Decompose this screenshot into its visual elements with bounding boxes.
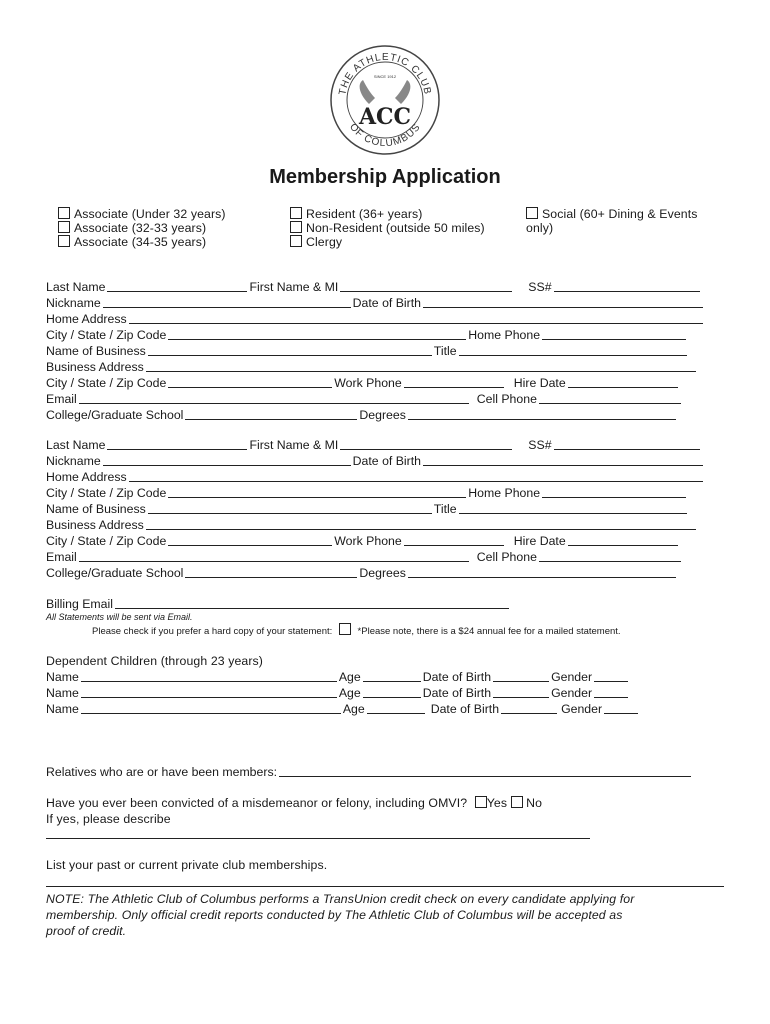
- last-name-field[interactable]: [107, 281, 247, 292]
- checkbox-associate-32-33[interactable]: [58, 221, 70, 233]
- dependents-heading: Dependent Children (through 23 years): [46, 654, 263, 668]
- business-address-field-2[interactable]: [146, 519, 696, 530]
- dep-age-field-1[interactable]: [363, 671, 421, 682]
- wings-icon: [360, 80, 411, 104]
- label-last-name-2: Last Name: [46, 438, 106, 452]
- club-logo: [329, 44, 441, 156]
- cell-phone-field[interactable]: [539, 393, 681, 404]
- hard-copy-label: Please check if you prefer a hard copy of your statement:: [92, 626, 333, 637]
- label-dep-dob-1: Date of Birth: [422, 670, 492, 684]
- first-name-field[interactable]: [340, 281, 512, 292]
- label-dep-gender-3: Gender: [561, 702, 603, 716]
- dep-age-field-2[interactable]: [363, 687, 421, 698]
- label-business-name-2: Name of Business: [46, 502, 146, 516]
- label-dep-dob-3: Date of Birth: [430, 702, 500, 716]
- membership-col1: [58, 207, 226, 249]
- label-cell-phone-2: Cell Phone: [476, 550, 537, 564]
- dep-gender-field-2[interactable]: [594, 687, 628, 698]
- conviction-describe-field[interactable]: [46, 838, 590, 839]
- conviction-describe: If yes, please describe: [46, 812, 171, 826]
- dep-dob-field-3[interactable]: [501, 703, 557, 714]
- label-social-cont: only): [526, 221, 554, 235]
- ss-field[interactable]: [554, 281, 700, 292]
- label-nickname-2: Nickname: [46, 454, 101, 468]
- label-associate-34-35: Associate (34-35 years): [74, 235, 207, 249]
- label-email-2: Email: [46, 550, 77, 564]
- business-city-field[interactable]: [168, 377, 332, 388]
- label-dep-gender-2: Gender: [551, 686, 593, 700]
- clubs-label: List your past or current private club memberships.: [46, 858, 328, 872]
- email-field[interactable]: [79, 393, 469, 404]
- title-field[interactable]: [459, 345, 687, 356]
- college-field[interactable]: [185, 409, 357, 420]
- college-field-2[interactable]: [185, 567, 357, 578]
- checkbox-clergy[interactable]: [290, 235, 302, 247]
- label-nickname: Nickname: [46, 296, 101, 310]
- checkbox-associate-34-35[interactable]: [58, 235, 70, 247]
- label-degrees-2: Degrees: [359, 566, 406, 580]
- label-email: Email: [46, 392, 77, 406]
- home-address-field[interactable]: [129, 313, 703, 324]
- logo-bottom-text: OF COLUMBUS: [346, 121, 424, 150]
- hire-date-field-2[interactable]: [568, 535, 678, 546]
- label-college: College/Graduate School: [46, 408, 184, 422]
- city-state-zip-field-2[interactable]: [168, 487, 466, 498]
- label-business-address: Business Address: [46, 360, 144, 374]
- business-city-field-2[interactable]: [168, 535, 332, 546]
- page-title: Membership Application: [269, 166, 501, 188]
- logo-top-text: THE ATHLETIC CLUB: [337, 51, 433, 97]
- conviction-no-label: No: [526, 796, 543, 810]
- label-dep-age-2: Age: [338, 686, 361, 700]
- label-city-state-zip-2: City / State / Zip Code: [46, 376, 167, 390]
- membership-col2: [290, 207, 485, 249]
- label-city-state-zip-3: City / State / Zip Code: [46, 486, 167, 500]
- label-dep-gender-1: Gender: [551, 670, 593, 684]
- hard-copy-checkbox[interactable]: [339, 623, 351, 635]
- dep-name-field-1[interactable]: [81, 671, 337, 682]
- label-work-phone: Work Phone: [334, 376, 402, 390]
- checkbox-resident[interactable]: [290, 207, 302, 219]
- dep-name-field-2[interactable]: [81, 687, 337, 698]
- cell-phone-field-2[interactable]: [539, 551, 681, 562]
- conviction-question: Have you ever been convicted of a misdemeanor or felony, including OMVI?: [46, 796, 468, 810]
- label-dep-name-2: Name: [46, 686, 79, 700]
- clubs-field[interactable]: [46, 886, 724, 887]
- label-home-phone-2: Home Phone: [468, 486, 541, 500]
- checkbox-associate-under32[interactable]: [58, 207, 70, 219]
- logo-since: SINCE 1912: [373, 74, 397, 79]
- fee-note: *Please note, there is a $24 annual fee for a mailed statement.: [357, 626, 621, 637]
- label-business-address-2: Business Address: [46, 518, 144, 532]
- label-dob: Date of Birth: [352, 296, 422, 310]
- hard-copy-row: [92, 623, 621, 637]
- dob-field[interactable]: [423, 297, 703, 308]
- label-hire-date: Hire Date: [513, 376, 566, 390]
- billing-note: All Statements will be sent via Email.: [46, 612, 193, 622]
- label-dep-dob-2: Date of Birth: [422, 686, 492, 700]
- label-first-name-2: First Name & MI: [249, 438, 339, 452]
- label-dep-age-1: Age: [338, 670, 361, 684]
- nickname-field[interactable]: [103, 297, 351, 308]
- nickname-field-2[interactable]: [103, 455, 351, 466]
- label-dep-age-3: Age: [342, 702, 365, 716]
- label-college-2: College/Graduate School: [46, 566, 184, 580]
- credit-note-1: NOTE: The Athletic Club of Columbus performs a TransUnion credit check on every candidate applying for: [46, 892, 635, 906]
- label-ss: SS#: [528, 280, 552, 294]
- label-work-phone-2: Work Phone: [334, 534, 402, 548]
- membership-col3: [526, 207, 697, 235]
- label-last-name: Last Name: [46, 280, 106, 294]
- label-dep-name-1: Name: [46, 670, 79, 684]
- label-city-state-zip-4: City / State / Zip Code: [46, 534, 167, 548]
- dep-gender-field-3[interactable]: [604, 703, 638, 714]
- label-non-resident: Non-Resident (outside 50 miles): [306, 221, 485, 235]
- home-address-field-2[interactable]: [129, 471, 703, 482]
- label-resident: Resident (36+ years): [306, 207, 423, 221]
- email-field-2[interactable]: [79, 551, 469, 562]
- credit-note-3: proof of credit.: [46, 924, 127, 938]
- conviction-yes-label: Yes: [486, 796, 508, 810]
- label-city-state-zip: City / State / Zip Code: [46, 328, 167, 342]
- conviction-yes-checkbox[interactable]: [475, 796, 487, 808]
- hire-date-field[interactable]: [568, 377, 678, 388]
- label-associate-32-33: Associate (32-33 years): [74, 221, 207, 235]
- label-associate-under32: Associate (Under 32 years): [74, 207, 226, 221]
- checkbox-social[interactable]: [526, 207, 538, 219]
- first-name-field-2[interactable]: [340, 439, 512, 450]
- credit-note-2: membership. Only official credit reports conducted by The Athletic Club of Columbus will be accepted as: [46, 908, 623, 922]
- relatives-field[interactable]: [279, 766, 691, 777]
- work-phone-field[interactable]: [404, 377, 504, 388]
- degrees-field-2[interactable]: [408, 567, 676, 578]
- label-dob-2: Date of Birth: [352, 454, 422, 468]
- home-phone-field-2[interactable]: [542, 487, 686, 498]
- dep-dob-field-1[interactable]: [493, 671, 549, 682]
- label-home-address-2: Home Address: [46, 470, 127, 484]
- checkbox-non-resident[interactable]: [290, 221, 302, 233]
- work-phone-field-2[interactable]: [404, 535, 504, 546]
- dep-gender-field-1[interactable]: [594, 671, 628, 682]
- label-degrees: Degrees: [359, 408, 406, 422]
- conviction-row: [46, 796, 542, 810]
- label-billing-email: Billing Email: [46, 597, 113, 611]
- title-field-2[interactable]: [459, 503, 687, 514]
- label-cell-phone: Cell Phone: [476, 392, 537, 406]
- ss-field-2[interactable]: [554, 439, 700, 450]
- conviction-no-checkbox[interactable]: [511, 796, 523, 808]
- business-name-field-2[interactable]: [148, 503, 432, 514]
- billing-email-field[interactable]: [115, 598, 509, 609]
- label-title-2: Title: [433, 502, 457, 516]
- label-first-name: First Name & MI: [249, 280, 339, 294]
- label-ss-2: SS#: [528, 438, 552, 452]
- business-name-field[interactable]: [148, 345, 432, 356]
- dep-age-field-3[interactable]: [367, 703, 425, 714]
- last-name-field-2[interactable]: [107, 439, 247, 450]
- label-clergy: Clergy: [306, 235, 343, 249]
- city-state-zip-field[interactable]: [168, 329, 466, 340]
- label-hire-date-2: Hire Date: [513, 534, 566, 548]
- dep-name-field-3[interactable]: [81, 703, 341, 714]
- label-home-address: Home Address: [46, 312, 127, 326]
- label-dep-name-3: Name: [46, 702, 79, 716]
- logo-letters: ACC: [358, 104, 412, 130]
- label-title: Title: [433, 344, 457, 358]
- label-business-name: Name of Business: [46, 344, 146, 358]
- label-social: Social (60+ Dining & Events: [542, 207, 698, 221]
- dep-dob-field-2[interactable]: [493, 687, 549, 698]
- home-phone-field[interactable]: [542, 329, 686, 340]
- label-relatives: Relatives who are or have been members:: [46, 765, 278, 779]
- degrees-field[interactable]: [408, 409, 676, 420]
- dob-field-2[interactable]: [423, 455, 703, 466]
- business-address-field[interactable]: [146, 361, 696, 372]
- label-home-phone: Home Phone: [468, 328, 541, 342]
